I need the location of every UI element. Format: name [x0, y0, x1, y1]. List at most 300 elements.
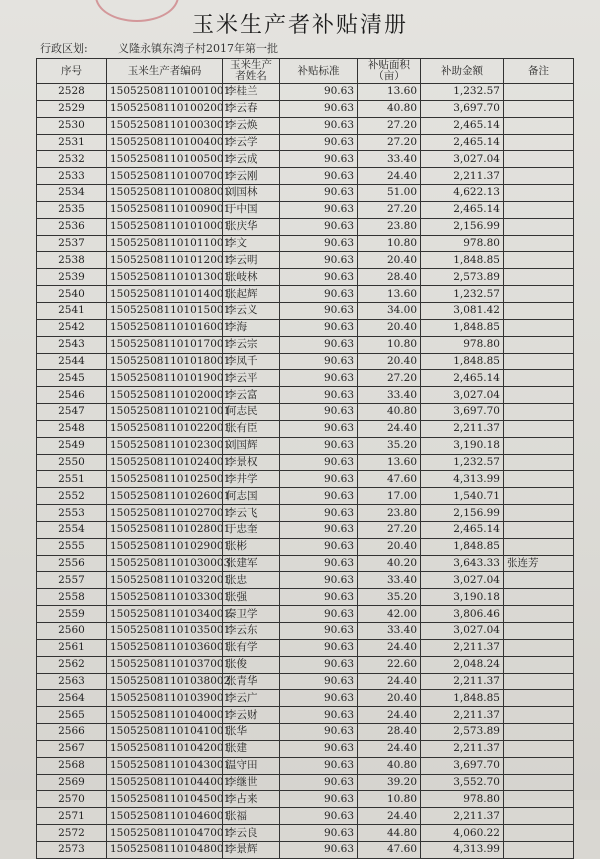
- table-row: [37, 825, 574, 842]
- remark-cell: [504, 404, 574, 421]
- table-row: [37, 538, 574, 555]
- name-cell: 张强: [223, 589, 280, 606]
- seq-cell: 2553: [37, 505, 107, 522]
- amount-cell: 2,465.14: [421, 370, 504, 387]
- name-cell: 于忠奎: [223, 521, 280, 538]
- table-row: [37, 302, 574, 319]
- table-row: [37, 841, 574, 858]
- seq-cell: 2572: [37, 825, 107, 842]
- remark-cell: [504, 100, 574, 117]
- table-row: [37, 673, 574, 690]
- name-cell: 李云广: [223, 690, 280, 707]
- code-cell: 150525081101047001: [107, 825, 223, 842]
- amount-cell: 3,190.18: [421, 437, 504, 454]
- seq-cell: 2558: [37, 589, 107, 606]
- code-cell: 150525081101029001: [107, 538, 223, 555]
- amount-cell: 3,027.04: [421, 572, 504, 589]
- amount-cell: 2,048.24: [421, 656, 504, 673]
- code-cell: 150525081101007001: [107, 168, 223, 185]
- name-cell: 张建军: [223, 555, 280, 572]
- table-row: [37, 353, 574, 370]
- seq-cell: 2535: [37, 201, 107, 218]
- name-cell: 张岐林: [223, 269, 280, 286]
- name-cell: 李云刚: [223, 168, 280, 185]
- area-cell: 33.40: [358, 623, 421, 640]
- standard-cell: 90.63: [280, 673, 358, 690]
- amount-cell: 3,697.70: [421, 100, 504, 117]
- seq-cell: 2532: [37, 151, 107, 168]
- remark-cell: [504, 673, 574, 690]
- code-cell: 150525081101013001: [107, 269, 223, 286]
- area-cell: 24.40: [358, 808, 421, 825]
- name-cell: 李景权: [223, 454, 280, 471]
- code-cell: 150525081101017001: [107, 336, 223, 353]
- amount-cell: 2,573.89: [421, 269, 504, 286]
- remark-cell: [504, 235, 574, 252]
- amount-cell: 1,848.85: [421, 690, 504, 707]
- area-cell: 27.20: [358, 201, 421, 218]
- amount-cell: 3,697.70: [421, 757, 504, 774]
- table-body: [37, 84, 574, 859]
- code-cell: 150525081101042001: [107, 740, 223, 757]
- seq-cell: 2538: [37, 252, 107, 269]
- table-row: [37, 404, 574, 421]
- code-cell: 150525081101008001: [107, 185, 223, 202]
- remark-cell: [504, 740, 574, 757]
- table-row: [37, 185, 574, 202]
- area-cell: 10.80: [358, 791, 421, 808]
- amount-cell: 4,622.13: [421, 185, 504, 202]
- seq-cell: 2546: [37, 387, 107, 404]
- code-cell: 150525081101034001: [107, 606, 223, 623]
- standard-cell: 90.63: [280, 505, 358, 522]
- standard-cell: 90.63: [280, 353, 358, 370]
- amount-cell: 3,081.42: [421, 302, 504, 319]
- name-cell: 李云春: [223, 100, 280, 117]
- standard-cell: 90.63: [280, 808, 358, 825]
- standard-cell: 90.63: [280, 100, 358, 117]
- table-row: [37, 286, 574, 303]
- code-cell: 150525081101041001: [107, 724, 223, 741]
- name-cell: 张起辉: [223, 286, 280, 303]
- remark-cell: [504, 269, 574, 286]
- seq-cell: 2561: [37, 639, 107, 656]
- seq-cell: 2563: [37, 673, 107, 690]
- table-row: [37, 791, 574, 808]
- amount-cell: 3,027.04: [421, 387, 504, 404]
- header-name: 玉米生产者姓名: [223, 59, 280, 84]
- seq-cell: 2529: [37, 100, 107, 117]
- area-cell: 20.40: [358, 690, 421, 707]
- standard-cell: 90.63: [280, 639, 358, 656]
- amount-cell: 978.80: [421, 791, 504, 808]
- table-row: [37, 757, 574, 774]
- seq-cell: 2548: [37, 420, 107, 437]
- amount-cell: 2,465.14: [421, 201, 504, 218]
- standard-cell: 90.63: [280, 791, 358, 808]
- area-cell: 40.20: [358, 555, 421, 572]
- standard-cell: 90.63: [280, 589, 358, 606]
- seq-cell: 2544: [37, 353, 107, 370]
- code-cell: 150525081101009001: [107, 201, 223, 218]
- standard-cell: 90.63: [280, 151, 358, 168]
- table-row: [37, 639, 574, 656]
- seq-cell: 2540: [37, 286, 107, 303]
- amount-cell: 3,552.70: [421, 774, 504, 791]
- remark-cell: [504, 151, 574, 168]
- name-cell: 李云良: [223, 825, 280, 842]
- amount-cell: 3,697.70: [421, 404, 504, 421]
- area-cell: 22.60: [358, 656, 421, 673]
- standard-cell: 90.63: [280, 623, 358, 640]
- remark-cell: [504, 707, 574, 724]
- amount-cell: 2,211.37: [421, 168, 504, 185]
- code-cell: 150525081101018001: [107, 353, 223, 370]
- area-cell: 24.40: [358, 639, 421, 656]
- remark-cell: [504, 471, 574, 488]
- seq-cell: 2565: [37, 707, 107, 724]
- area-cell: 40.80: [358, 404, 421, 421]
- area-cell: 51.00: [358, 185, 421, 202]
- area-cell: 40.80: [358, 757, 421, 774]
- remark-cell: 张连芳: [504, 555, 574, 572]
- table-row: [37, 387, 574, 404]
- area-cell: 28.40: [358, 724, 421, 741]
- table-row: [37, 471, 574, 488]
- name-cell: 李云东: [223, 623, 280, 640]
- seq-cell: 2566: [37, 724, 107, 741]
- remark-cell: [504, 774, 574, 791]
- remark-cell: [504, 572, 574, 589]
- remark-cell: [504, 252, 574, 269]
- standard-cell: 90.63: [280, 521, 358, 538]
- seq-cell: 2537: [37, 235, 107, 252]
- table-row: [37, 572, 574, 589]
- standard-cell: 90.63: [280, 302, 358, 319]
- code-cell: 150525081101038002: [107, 673, 223, 690]
- amount-cell: 2,211.37: [421, 639, 504, 656]
- code-cell: 150525081101039001: [107, 690, 223, 707]
- area-cell: 47.60: [358, 471, 421, 488]
- seq-cell: 2530: [37, 117, 107, 134]
- seq-cell: 2573: [37, 841, 107, 858]
- seq-cell: 2549: [37, 437, 107, 454]
- standard-cell: 90.63: [280, 269, 358, 286]
- name-cell: 刘国林: [223, 185, 280, 202]
- table-row: [37, 235, 574, 252]
- amount-cell: 1,232.57: [421, 286, 504, 303]
- table-row: [37, 218, 574, 235]
- remark-cell: [504, 168, 574, 185]
- amount-cell: 3,806.46: [421, 606, 504, 623]
- area-cell: 39.20: [358, 774, 421, 791]
- remark-cell: [504, 724, 574, 741]
- area-cell: 47.60: [358, 841, 421, 858]
- area-cell: 28.40: [358, 269, 421, 286]
- amount-cell: 2,465.14: [421, 134, 504, 151]
- seq-cell: 2534: [37, 185, 107, 202]
- name-cell: 温守田: [223, 757, 280, 774]
- standard-cell: 90.63: [280, 387, 358, 404]
- name-cell: 李桂兰: [223, 84, 280, 101]
- standard-cell: 90.63: [280, 336, 358, 353]
- table-row: [37, 370, 574, 387]
- area-cell: 27.20: [358, 370, 421, 387]
- remark-cell: [504, 757, 574, 774]
- seq-cell: 2551: [37, 471, 107, 488]
- remark-cell: [504, 302, 574, 319]
- seq-cell: 2560: [37, 623, 107, 640]
- remark-cell: [504, 437, 574, 454]
- amount-cell: 2,465.14: [421, 117, 504, 134]
- remark-cell: [504, 286, 574, 303]
- area-cell: 44.80: [358, 825, 421, 842]
- name-cell: 李云宗: [223, 336, 280, 353]
- area-cell: 23.80: [358, 505, 421, 522]
- table-row: [37, 505, 574, 522]
- seq-cell: 2554: [37, 521, 107, 538]
- area-cell: 27.20: [358, 117, 421, 134]
- area-cell: 34.00: [358, 302, 421, 319]
- name-cell: 张有学: [223, 639, 280, 656]
- area-cell: 40.80: [358, 100, 421, 117]
- table-row: [37, 623, 574, 640]
- standard-cell: 90.63: [280, 218, 358, 235]
- seq-cell: 2562: [37, 656, 107, 673]
- name-cell: 张福: [223, 808, 280, 825]
- amount-cell: 1,848.85: [421, 353, 504, 370]
- header-remark: 备注: [504, 59, 574, 84]
- seq-cell: 2550: [37, 454, 107, 471]
- standard-cell: 90.63: [280, 437, 358, 454]
- remark-cell: [504, 656, 574, 673]
- seq-cell: 2570: [37, 791, 107, 808]
- area-cell: 10.80: [358, 336, 421, 353]
- remark-cell: [504, 370, 574, 387]
- table-row: [37, 151, 574, 168]
- remark-cell: [504, 218, 574, 235]
- table-row: [37, 336, 574, 353]
- amount-cell: 4,313.99: [421, 841, 504, 858]
- code-cell: 150525081101032001: [107, 572, 223, 589]
- remark-cell: [504, 336, 574, 353]
- code-cell: 150525081101020001: [107, 387, 223, 404]
- seq-cell: 2547: [37, 404, 107, 421]
- code-cell: 150525081101044001: [107, 774, 223, 791]
- remark-cell: [504, 201, 574, 218]
- standard-cell: 90.63: [280, 420, 358, 437]
- standard-cell: 90.63: [280, 319, 358, 336]
- area-cell: 24.40: [358, 673, 421, 690]
- area-cell: 24.40: [358, 740, 421, 757]
- standard-cell: 90.63: [280, 252, 358, 269]
- name-cell: 张彬: [223, 538, 280, 555]
- standard-cell: 90.63: [280, 404, 358, 421]
- remark-cell: [504, 825, 574, 842]
- remark-cell: [504, 420, 574, 437]
- code-cell: 150525081101037001: [107, 656, 223, 673]
- area-cell: 35.20: [358, 437, 421, 454]
- name-cell: 李云学: [223, 134, 280, 151]
- remark-cell: [504, 841, 574, 858]
- standard-cell: 90.63: [280, 488, 358, 505]
- region-value: 义隆永镇东湾子村2017年第一批: [118, 42, 278, 55]
- seq-cell: 2559: [37, 606, 107, 623]
- area-cell: 27.20: [358, 134, 421, 151]
- name-cell: 李云焕: [223, 117, 280, 134]
- code-cell: 150525081101021001: [107, 404, 223, 421]
- remark-cell: [504, 134, 574, 151]
- standard-cell: 90.63: [280, 117, 358, 134]
- remark-cell: [504, 488, 574, 505]
- area-cell: 23.80: [358, 218, 421, 235]
- name-cell: 秦卫学: [223, 606, 280, 623]
- name-cell: 张忠: [223, 572, 280, 589]
- code-cell: 150525081101028001: [107, 521, 223, 538]
- amount-cell: 1,232.57: [421, 84, 504, 101]
- table-header-row: [37, 59, 574, 84]
- seq-cell: 2568: [37, 757, 107, 774]
- amount-cell: 978.80: [421, 235, 504, 252]
- code-cell: 150525081101030003: [107, 555, 223, 572]
- standard-cell: 90.63: [280, 454, 358, 471]
- name-cell: 李云财: [223, 707, 280, 724]
- seq-cell: 2536: [37, 218, 107, 235]
- amount-cell: 3,027.04: [421, 151, 504, 168]
- remark-cell: [504, 589, 574, 606]
- code-cell: 150525081101024001: [107, 454, 223, 471]
- amount-cell: 1,848.85: [421, 538, 504, 555]
- amount-cell: 4,313.99: [421, 471, 504, 488]
- remark-cell: [504, 454, 574, 471]
- area-cell: 24.40: [358, 707, 421, 724]
- code-cell: 150525081101014001: [107, 286, 223, 303]
- area-cell: 13.60: [358, 286, 421, 303]
- amount-cell: 1,232.57: [421, 454, 504, 471]
- area-cell: 24.40: [358, 168, 421, 185]
- standard-cell: 90.63: [280, 740, 358, 757]
- standard-cell: 90.63: [280, 84, 358, 101]
- remark-cell: [504, 808, 574, 825]
- remark-cell: [504, 606, 574, 623]
- table-row: [37, 740, 574, 757]
- code-cell: 150525081101036001: [107, 639, 223, 656]
- area-cell: 10.80: [358, 235, 421, 252]
- name-cell: 李云成: [223, 151, 280, 168]
- seq-cell: 2541: [37, 302, 107, 319]
- header-amount: 补助金额: [421, 59, 504, 84]
- code-cell: 150525081101012001: [107, 252, 223, 269]
- standard-cell: 90.63: [280, 168, 358, 185]
- standard-cell: 90.63: [280, 134, 358, 151]
- standard-cell: 90.63: [280, 757, 358, 774]
- seq-cell: 2567: [37, 740, 107, 757]
- seq-cell: 2528: [37, 84, 107, 101]
- remark-cell: [504, 505, 574, 522]
- standard-cell: 90.63: [280, 656, 358, 673]
- table-row: [37, 252, 574, 269]
- area-cell: 42.00: [358, 606, 421, 623]
- header-area: 补贴面积（亩）: [358, 59, 421, 84]
- remark-cell: [504, 538, 574, 555]
- amount-cell: 2,156.99: [421, 505, 504, 522]
- amount-cell: 3,643.33: [421, 555, 504, 572]
- seq-cell: 2564: [37, 690, 107, 707]
- name-cell: 李景辉: [223, 841, 280, 858]
- table-row: [37, 134, 574, 151]
- table-row: [37, 488, 574, 505]
- table-row: [37, 168, 574, 185]
- amount-cell: 2,211.37: [421, 673, 504, 690]
- seq-cell: 2552: [37, 488, 107, 505]
- amount-cell: 1,848.85: [421, 252, 504, 269]
- standard-cell: 90.63: [280, 370, 358, 387]
- area-cell: 20.40: [358, 319, 421, 336]
- name-cell: 李文: [223, 235, 280, 252]
- table-row: [37, 269, 574, 286]
- area-cell: 13.60: [358, 454, 421, 471]
- name-cell: 刘国辉: [223, 437, 280, 454]
- area-cell: 27.20: [358, 521, 421, 538]
- code-cell: 150525081101010001: [107, 218, 223, 235]
- seq-cell: 2571: [37, 808, 107, 825]
- table-row: [37, 437, 574, 454]
- table-row: [37, 117, 574, 134]
- amount-cell: 1,848.85: [421, 319, 504, 336]
- code-cell: 150525081101043001: [107, 757, 223, 774]
- table-row: [37, 707, 574, 724]
- table-row: [37, 201, 574, 218]
- name-cell: 何志民: [223, 404, 280, 421]
- table-row: [37, 774, 574, 791]
- code-cell: 150525081101035001: [107, 623, 223, 640]
- remark-cell: [504, 639, 574, 656]
- name-cell: 李云飞: [223, 505, 280, 522]
- amount-cell: 2,211.37: [421, 707, 504, 724]
- seq-cell: 2543: [37, 336, 107, 353]
- remark-cell: [504, 690, 574, 707]
- standard-cell: 90.63: [280, 201, 358, 218]
- remark-cell: [504, 387, 574, 404]
- code-cell: 150525081101019001: [107, 370, 223, 387]
- name-cell: 张庆华: [223, 218, 280, 235]
- code-cell: 150525081101005001: [107, 151, 223, 168]
- amount-cell: 2,156.99: [421, 218, 504, 235]
- table-row: [37, 84, 574, 101]
- amount-cell: 2,465.14: [421, 521, 504, 538]
- amount-cell: 3,027.04: [421, 623, 504, 640]
- amount-cell: 2,211.37: [421, 740, 504, 757]
- name-cell: 张建: [223, 740, 280, 757]
- code-cell: 150525081101002001: [107, 100, 223, 117]
- amount-cell: 1,540.71: [421, 488, 504, 505]
- standard-cell: 90.63: [280, 572, 358, 589]
- standard-cell: 90.63: [280, 690, 358, 707]
- code-cell: 150525081101022001: [107, 420, 223, 437]
- code-cell: 150525081101001001: [107, 84, 223, 101]
- code-cell: 150525081101046001: [107, 808, 223, 825]
- area-cell: 24.40: [358, 420, 421, 437]
- area-cell: 35.20: [358, 589, 421, 606]
- amount-cell: 3,190.18: [421, 589, 504, 606]
- name-cell: 李云明: [223, 252, 280, 269]
- amount-cell: 2,573.89: [421, 724, 504, 741]
- seq-cell: 2533: [37, 168, 107, 185]
- table-row: [37, 690, 574, 707]
- remark-cell: [504, 353, 574, 370]
- table-row: [37, 606, 574, 623]
- code-cell: 150525081101011001: [107, 235, 223, 252]
